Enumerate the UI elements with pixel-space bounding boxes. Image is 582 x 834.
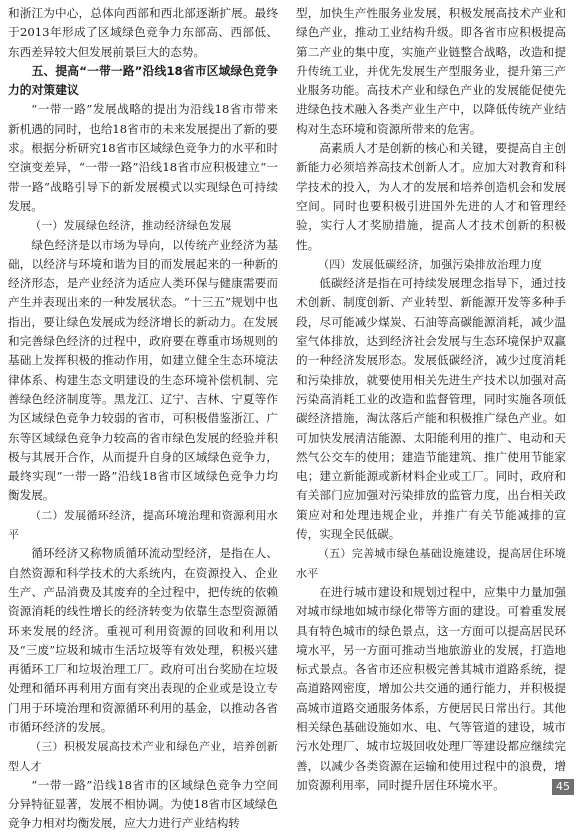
section-heading: 五、提高“一带一路”沿线18省市区域绿色竞争力的对策建议 xyxy=(8,63,278,98)
paragraph: “一带一路”发展战略的提出为沿线18省市带来新机遇的同时，也给18省市的未来发展提出了新的要求。根据分析研究18省市区域绿色竞争力的水平和时空演变差异，“一带一路”沿线18省市应积极建立“一带一路”战略引导下的新发展模式以实现绿色可持续发展。 xyxy=(8,102,278,213)
right-column xyxy=(296,4,566,795)
subsection-heading: （五）完善城市绿色基础设施建设，提高居住环境水平 xyxy=(296,547,566,580)
paragraph: 和浙江为中心，总体向西部和西北部逐渐扩展。最终于2013年形成了区域绿色竞争力东部高、西部低、东西差异较大但发展前景巨大的态势。 xyxy=(8,6,278,59)
subsection-heading: （四）发展低碳经济，加强污染排放治理力度 xyxy=(318,257,542,271)
paragraph: 循环经济又称物质循环流动型经济，是指在人、自然资源和科学技术的大系统内，在资源投入、企业生产、产品消费及其废弃的全过程中，把传统的依赖资源消耗的线性增长的经济转变为依靠生态型资源循环来发展的经济。重视可利用资源的回收和利用以及“三废”垃圾和城市生活垃圾等有效处理，积极兴建再循环工厂和垃圾治理工厂。政府可出台奖励在垃圾处理和循环再利用方面有突出表现的企业或是设立专门用于环境治理和资源循环利用的基金，以推动各省市循环经济的发展。 xyxy=(8,546,278,734)
subsection-heading: （三）积极发展高技术产业和绿色产业，培养创新型人才 xyxy=(8,740,278,773)
paragraph: 型，加快生产性服务业发展，积极发展高技术产业和绿色产业，推动工业结构升级。即各省市应积极提高第二产业的集中度，实施产业链整合战略，改造和提升传统工业，并优先发展生产型服务业，提升第三产业服务功能。高技术产业和绿色产业的发展能促使先进绿色技术融入各类产业生产中，以降低传统产业结构对生态环境和资源所带来的危害。 xyxy=(296,6,566,136)
subsection-heading: （二）发展循环经济，提高环境治理和资源利用水平 xyxy=(8,508,278,542)
page-number: 45 xyxy=(552,779,574,795)
subsection-heading: （一）发展绿色经济，推动经济绿色发展 xyxy=(30,219,232,233)
paragraph: 高素质人才是创新的核心和关键，要提高自主创新能力必须培养高技术创新人才。应加大对教育和科学技术的投入，为人才的发展和培养创造机会和发展空间。同时也要积极引进国外先进的人才和管理经验，实行人才奖励措施，提高人才技术创新的积极性。 xyxy=(296,141,566,252)
paragraph: 低碳经济是指在可持续发展理念指导下，通过技术创新、制度创新、产业转型、新能源开发等多种手段，尽可能减少煤炭、石油等高碳能源消耗，减少温室气体排放，达到经济社会发展与生态环境保护双赢的一种经济发展形态。发展低碳经济，减少过度消耗和污染排放，就要使用相关先进生产技术以加强对高污染高消耗工业的改造和监督管理，同时实施各项低碳经济措施，淘汰落后产能和积极推广绿色产业。如可加快发展清洁能源、太阳能利用的推广、电动和天然气公交车的使用；建造节能建筑、推广使用节能家电；建立新能源或新材料企业或工厂。同时，政府和有关部门应加强对污染排放的监管力度，出台相关政策应对和处理违规企业，并推广有关节能减排的宣传，实现全民低碳。 xyxy=(296,276,566,542)
paragraph: 绿色经济是以市场为导向，以传统产业经济为基础，以经济与环境和谐为目的而发展起来的一种新的经济形态，是产业经济为适应人类环保与健康需要而产生并表现出来的一种发展状态。“十三五”规划中也指出，要让绿色发展成为经济增长的新动力。在发展和完善绿色经济的过程中，政府要在尊重市场规则的基础上发挥积极的推动作用，如建立健全生态环境法律体系、构建生态文明建设的生态环境补偿机制、完善绿色经济制度等。黑龙江、辽宁、吉林、宁夏等作为区域绿色竞争力较弱的省市，可积极借鉴浙江、广东等区域绿色竞争力较高的省市绿色发展的经验并积极与其展开合作，从而提升自身的区域绿色竞争力，最终实现“一带一路”沿线18省市区域绿色竞争力均衡发展。 xyxy=(8,237,278,503)
paragraph: “一带一路”沿线18省市的区域绿色竞争力空间分异特征显著，发展不相协调。为使18省市区域绿色竞争力相对均衡发展，应大力进行产业结构转 xyxy=(8,777,278,831)
left-column xyxy=(8,4,278,834)
paragraph: 在进行城市建设和规划过程中，应集中力量加强对城市绿地如城市绿化带等方面的建设。可着重发展具有特色城市的绿色景点，这一方面可以提高居民环境水平，另一方面可推动当地旅游业的发展，打造地标式景点。各省市还应积极完善其城市道路系统，提高道路网密度，增加公共交通的通行能力，并积极提高城市道路交通服务体系，方便居民日常出行。其他相关绿色基础设施如水、电、气等管道的建设，城市污水处理厂、城市垃圾回收处理厂等建设都应继续完善，以减少各类资源在运输和使用过程中的浪费，增加资源利用率，同时提升居住环境水平。 xyxy=(296,584,566,792)
